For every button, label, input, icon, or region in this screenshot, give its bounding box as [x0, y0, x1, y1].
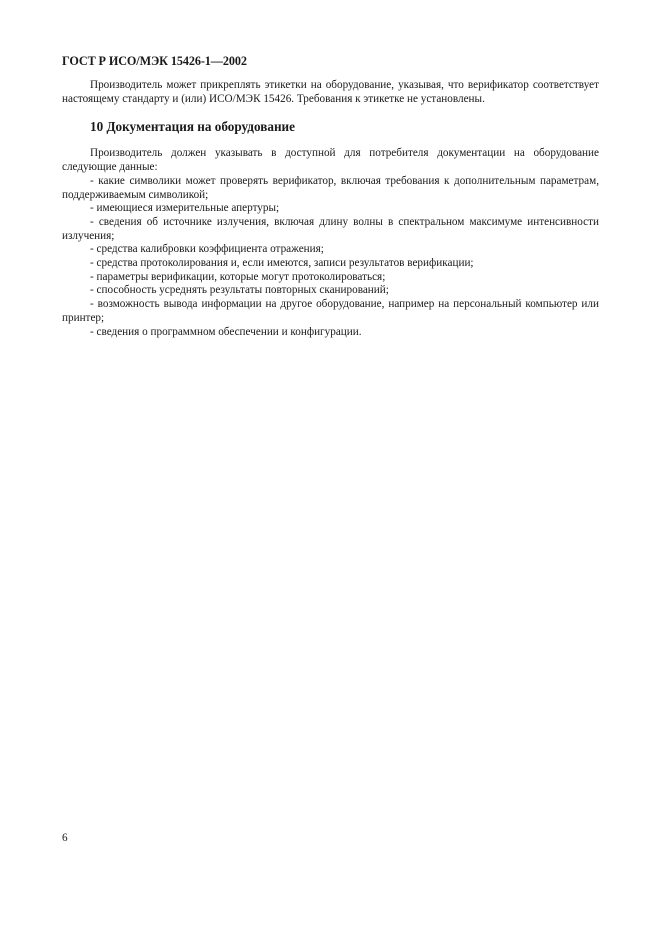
section-heading: 10 Документация на оборудование — [90, 119, 295, 135]
list-item: - способность усреднять результаты повторных сканирований; — [90, 284, 389, 297]
section-lead-paragraph: Производитель должен указывать в доступной для потребителя документации на оборудование следующие данные: — [62, 147, 599, 174]
document-body — [62, 79, 599, 339]
list-item: - сведения о программном обеспечении и конфигурации. — [90, 325, 362, 338]
list-item: - средства калибровки коэффициента отражения; — [90, 243, 324, 256]
list-item: - возможность вывода информации на другое оборудование, например на персональный компьютер или принтер; — [62, 298, 599, 324]
list-item: - какие символики может проверять верификатор, включая требования к дополнительным параметрам, поддерживаемым символикой; — [62, 174, 599, 201]
page-number: 6 — [62, 832, 68, 844]
intro-paragraph: Производитель может прикреплять этикетки на оборудование, указывая, что верификатор соответствует настоящему стандарту и (или) ИСО/МЭК 15426. Требования к этикетке не установлены. — [62, 79, 599, 105]
list-item: - имеющиеся измерительные апертуры; — [90, 202, 280, 215]
list-item: - параметры верификации, которые могут протоколироваться; — [90, 270, 386, 283]
requirements-list — [62, 175, 599, 339]
list-item: - средства протоколирования и, если имеются, записи результатов верификации; — [90, 257, 474, 270]
document-header: ГОСТ Р ИСО/МЭК 15426-1—2002 — [62, 54, 247, 68]
list-item: - сведения об источнике излучения, включая длину волны в спектральном максимуме интенсивности излучения; — [62, 215, 599, 242]
